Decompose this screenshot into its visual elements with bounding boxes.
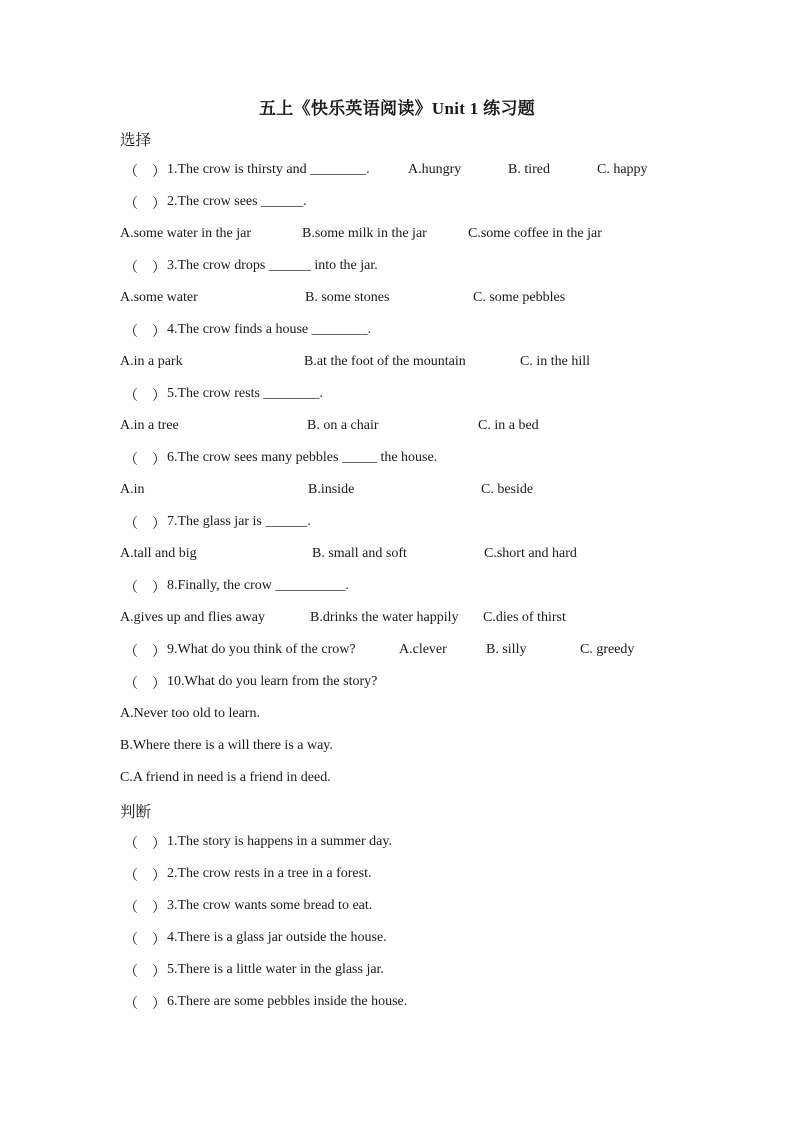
question-4: 4.The crow finds a house ________. xyxy=(167,322,372,337)
option-c: C. some pebbles xyxy=(473,290,566,305)
answer-blank[interactable]: （ ） xyxy=(124,901,166,916)
statement-1: 1.The story is happens in a summer day. xyxy=(167,834,392,849)
statement-5: 5.There is a little water in the glass jar. xyxy=(167,962,384,977)
option-b: B.inside xyxy=(308,482,355,497)
option-c: C. greedy xyxy=(580,642,635,657)
option-a: A.some water xyxy=(120,290,198,305)
question-9: 9.What do you think of the crow? xyxy=(167,642,356,657)
option-b: B.Where there is a will there is a way. xyxy=(120,738,333,753)
answer-blank[interactable]: （ ） xyxy=(124,389,166,404)
answer-blank[interactable]: （ ） xyxy=(124,261,166,276)
option-b: B. small and soft xyxy=(312,546,407,561)
question-7: 7.The glass jar is ______. xyxy=(167,514,311,529)
question-5: 5.The crow rests ________. xyxy=(167,386,323,401)
answer-blank[interactable]: （ ） xyxy=(124,517,166,532)
answer-blank[interactable]: （ ） xyxy=(124,997,166,1012)
question-8: 8.Finally, the crow __________. xyxy=(167,578,349,593)
option-a: A.tall and big xyxy=(120,546,197,561)
section-heading-judgement: 判断 xyxy=(120,803,152,821)
option-a: A.hungry xyxy=(408,162,462,177)
statement-4: 4.There is a glass jar outside the house. xyxy=(167,930,387,945)
option-b: B. tired xyxy=(508,162,550,177)
option-b: B. on a chair xyxy=(307,418,379,433)
answer-blank[interactable]: （ ） xyxy=(124,325,166,340)
answer-blank[interactable]: （ ） xyxy=(124,645,166,660)
answer-blank[interactable]: （ ） xyxy=(124,869,166,884)
question-3: 3.The crow drops ______ into the jar. xyxy=(167,258,378,273)
option-c: C. happy xyxy=(597,162,648,177)
question-2: 2.The crow sees ______. xyxy=(167,194,307,209)
option-c: C.short and hard xyxy=(484,546,577,561)
option-a: A.in a tree xyxy=(120,418,179,433)
option-a: A.Never too old to learn. xyxy=(120,706,260,721)
option-a: A.in xyxy=(120,482,145,497)
answer-blank[interactable]: （ ） xyxy=(124,965,166,980)
answer-blank[interactable]: （ ） xyxy=(124,197,166,212)
answer-blank[interactable]: （ ） xyxy=(124,165,166,180)
answer-blank[interactable]: （ ） xyxy=(124,837,166,852)
option-b: B.at the foot of the mountain xyxy=(304,354,466,369)
option-b: B. some stones xyxy=(305,290,390,305)
option-a: A.gives up and flies away xyxy=(120,610,266,625)
option-b: B.drinks the water happily xyxy=(310,610,459,625)
question-6: 6.The crow sees many pebbles _____ the house. xyxy=(167,450,438,465)
option-c: C.some coffee in the jar xyxy=(468,226,602,241)
question-10: 10.What do you learn from the story? xyxy=(167,674,378,689)
answer-blank[interactable]: （ ） xyxy=(124,581,166,596)
option-c: C.A friend in need is a friend in deed. xyxy=(120,770,331,785)
option-c: C. in a bed xyxy=(478,418,539,433)
statement-3: 3.The crow wants some bread to eat. xyxy=(167,898,373,913)
option-c: C. beside xyxy=(481,482,534,497)
answer-blank[interactable]: （ ） xyxy=(124,933,166,948)
section-heading-choice: 选择 xyxy=(120,131,152,149)
option-c: C.dies of thirst xyxy=(483,610,566,625)
answer-blank[interactable]: （ ） xyxy=(124,677,166,692)
statement-6: 6.There are some pebbles inside the house. xyxy=(167,994,408,1009)
option-a: A.clever xyxy=(399,642,447,657)
answer-blank[interactable]: （ ） xyxy=(124,453,166,468)
question-1: 1.The crow is thirsty and ________. xyxy=(167,162,370,177)
option-b: B.some milk in the jar xyxy=(302,226,427,241)
option-a: A.in a park xyxy=(120,354,183,369)
statement-2: 2.The crow rests in a tree in a forest. xyxy=(167,866,372,881)
option-a: A.some water in the jar xyxy=(120,226,252,241)
option-c: C. in the hill xyxy=(520,354,590,369)
option-b: B. silly xyxy=(486,642,527,657)
page-title: 五上《快乐英语阅读》Unit 1 练习题 xyxy=(258,99,536,118)
